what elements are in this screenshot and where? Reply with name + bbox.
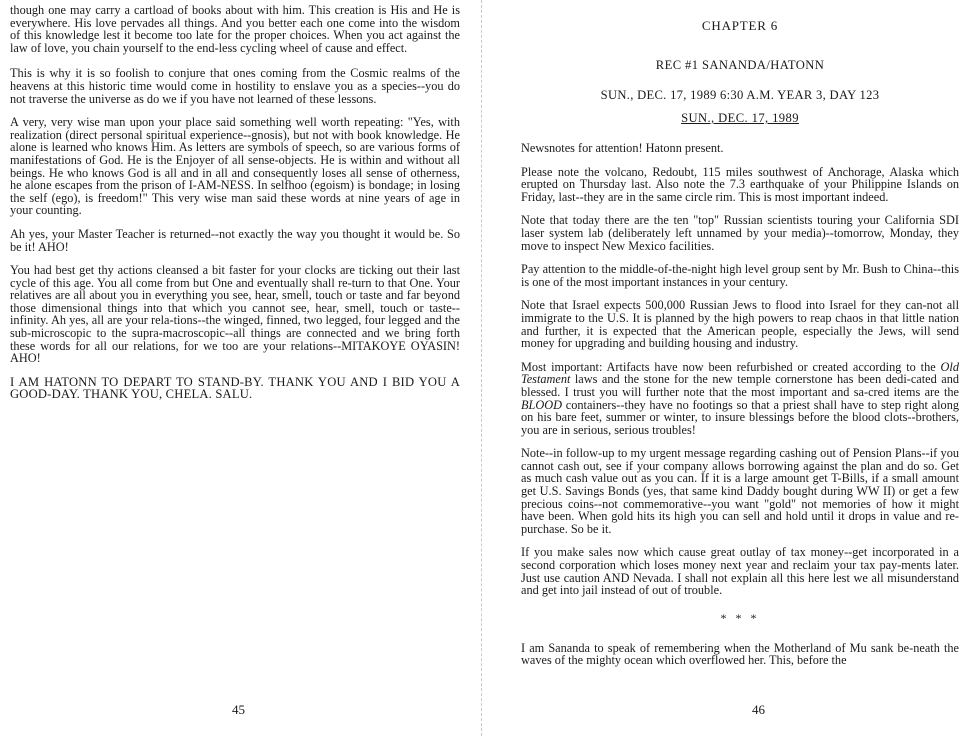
right-paragraph-8: If you make sales now which cause great outlay of tax money--get incorporated in a second corporation which loses money next year and reclaim your tax pay-ments later. Just use caution AND Nevada. I shall not explain all this here lest we all misunderstand and get into jail instead of out of trouble. (521, 545, 959, 598)
right-paragraph-7: Note--in follow-up to my urgent message regarding cashing out of Pension Plans--if you cannot cash out, see if your company allows borrowing against the plan and do so. Get as much cash value out as you can. If it is a large amount get T-Bills, if a small amount get U.S. Savings Bonds (yes, that same kind Daddy bought during WW II) or get a few precious coins--not commemorative--you want "gold" not memories of how it might have been. When gold hits its high you can sell and hold until it drops in value and re-purchase. So be it. (521, 446, 959, 536)
right-page (487, 0, 973, 736)
chapter-heading: CHAPTER 6 (701, 18, 779, 33)
right-paragraph-6 (521, 361, 959, 437)
left-page (0, 0, 486, 736)
left-paragraph-5: You had best get thy actions cleansed a bit faster for your clocks are ticking out their last cycle of this age. You all come from but One and eventually shall re-turn to that One. Your relatives are all about you in everything you see, hear, smell, touch or taste and far beyond those dimensional things into that which you cannot see, hear, smell, touch or taste--infinity. Ah yes, all are your rela-tions--the winged, finned, two legged, four legged and the sub-microscopic to the supra-macroscopic--all things are connected and we bring forth these words for all our relations, for we too are your relations--MITAKOYE OYASIN! AHO! (10, 263, 460, 366)
section-separator: * * * (720, 610, 760, 625)
right-page-number: 46 (752, 702, 765, 717)
right-paragraph-4: Pay attention to the middle-of-the-night high level group sent by Mr. Bush to China--this is one of the most important instances in your century. (521, 262, 959, 289)
book-spine-divider (481, 0, 483, 736)
record-heading: REC #1 SANANDA/HATONN (655, 58, 825, 72)
left-closing-paragraph: I AM HATONN TO DEPART TO STAND-BY. THANK YOU AND I BID YOU A GOOD-DAY. THANK YOU, CHELA. SALU. (10, 374, 460, 402)
underlined-date-heading (521, 111, 959, 126)
left-paragraph-1: though one may carry a cartload of books about with him. This creation is His and He is everywhere. His love pervades all things. And you better each one come into the wisdom of this knowledge lest it become too late for the proper choices. When you act against the law of love, you chain yourself to the end-less cycling wheel of cause and effect. (10, 3, 460, 55)
underlined-date-text: SUN., DEC. 17, 1989 (681, 111, 799, 125)
left-paragraph-4: Ah yes, your Master Teacher is returned--not exactly the way you thought it would be. So be it! AHO! (10, 226, 460, 254)
p6-text-c: containers--they have no footings so that a priest shall have to step right along on his bare feet, summer or winter, to insure blessings before the blood clots--brothers, you are in serious, serious troubles! (521, 397, 959, 437)
right-paragraph-1: Newsnotes for attention! Hatonn present. (521, 141, 724, 155)
old-testament-italic: Old Testament (521, 359, 959, 387)
dateline: SUN., DEC. 17, 1989 6:30 A.M. YEAR 3, DAY 123 (600, 88, 880, 102)
left-page-number: 45 (232, 702, 245, 717)
right-paragraph-2: Please note the volcano, Redoubt, 115 miles southwest of Anchorage, Alaska which erupted on Thursday last. Also note the 7.3 earthquake of your Philippine Islands on Friday, last--they are in the same circle rim. This is most important indeed. (521, 164, 959, 204)
p6-text-a: Most important: Artifacts have now been refurbished or created according to the (521, 359, 941, 374)
blood-italic: BLOOD (521, 397, 562, 412)
left-paragraph-2: This is why it is so foolish to conjure that ones coming from the Cosmic realms of the heavens at this historic time would come in hostility to enslave you as a species--you do not traverse the universe as do we if you have not learned of these lessons. (10, 66, 460, 106)
right-paragraph-3: Note that today there are the ten "top" Russian scientists touring your California SDI laser system lab (deliberately left unnamed by your media)--tomorrow, Monday, they move to inspect New Mexico facilities. (521, 213, 959, 253)
right-paragraph-5: Note that Israel expects 500,000 Russian Jews to flood into Israel for they can-not all immigrate to the U.S. It is planned by the high powers to reap chaos in that little nation and further, it is expected that the American people, especially the Jews, will send money for upgrading and building housing and industry. (521, 298, 959, 351)
right-paragraph-9: I am Sananda to speak of remembering when the Motherland of Mu sank be-neath the waves of the mighty ocean which overflowed her. This, before the (521, 640, 959, 668)
left-paragraph-3: A very, very wise man upon your place said something well worth repeating: "Yes, with realization (direct personal spiritual experience--gnosis), but not with book knowledge. He alone is learned who knows Him. As letters are symbols of speech, so are various forms of manifestations of God. He is the Enjoyer of all sense-objects. He is within and without all beings. He who knows God is all and in all and consequently loses all sense of otherness, he alone escapes from the prison of I-AM-NESS. In selfhoo (egoism) is bondage; in losing the self (ego), is freedom!" This very wise man said these words at nine years of age in your counting. (10, 115, 460, 218)
p6-text-b: laws and the stone for the new temple cornerstone has been dedi-cated and blessed. I trust you will further note that the most important and sa-cred items are the (521, 372, 959, 399)
